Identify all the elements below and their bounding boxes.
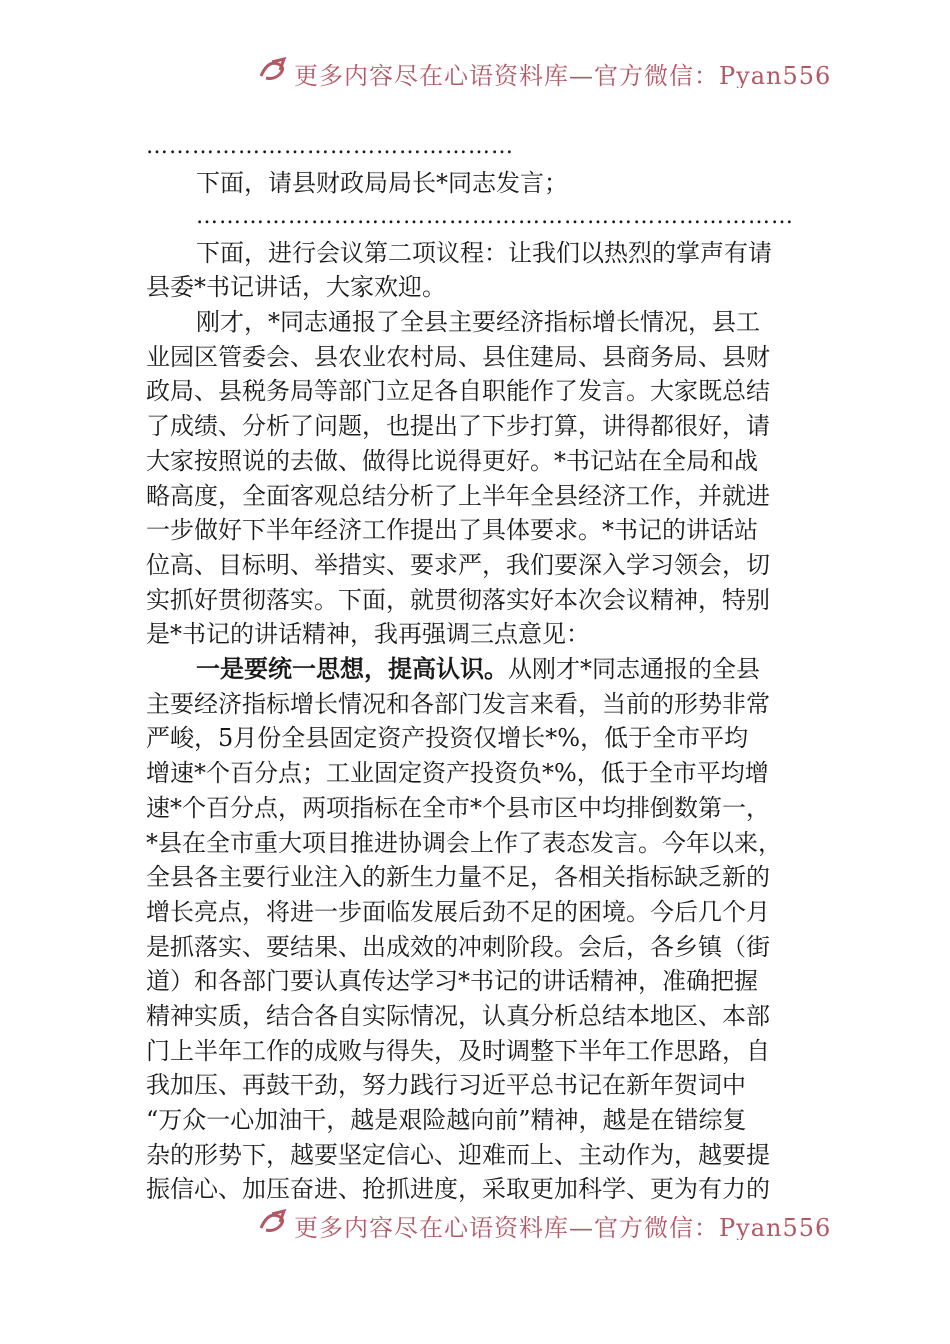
paragraph-text: 从刚才*同志通报的全县 <box>508 655 760 683</box>
paragraph-line: 严峻，5月份全县固定资产投资仅增长*%，低于全市平均 <box>146 724 749 752</box>
paragraph-line: 道）和各部门要认真传达学习*书记的讲话精神，准确把握 <box>146 967 758 995</box>
watermark-text: 更多内容尽在心语资料库—官方微信：Pyan556 <box>294 62 832 88</box>
paragraph-line: 政局、县税务局等部门立足各自职能作了发言。大家既总结 <box>146 377 770 405</box>
paragraph-line: 下面，进行会议第二项议程：让我们以热烈的掌声有请 <box>196 239 772 267</box>
paragraph-line: 速*个百分点，两项指标在全市*个县市区中均排倒数第一， <box>146 794 770 822</box>
paragraph-line: 门上半年工作的成败与得失，及时调整下半年工作思路，自 <box>146 1037 770 1065</box>
speaker-intro-line: 下面，请县财政局局长*同志发言； <box>196 169 568 197</box>
paragraph-line: 杂的形势下，越要坚定信心、迎难而上、主动作为，越要提 <box>146 1141 770 1169</box>
watermark-text: 更多内容尽在心语资料库—官方微信：Pyan556 <box>294 1214 832 1240</box>
section-heading: 一是要统一思想，提高认识。 <box>196 654 508 683</box>
paragraph-line: “万众一心加油干，越是艰险越向前”精神，越是在错综复 <box>146 1106 747 1134</box>
paragraph-line: 增速*个百分点；工业固定资产投资负*%，低于全市平均增 <box>146 759 769 787</box>
paragraph-line: 业园区管委会、县农业农村局、县住建局、县商务局、县财 <box>146 343 770 371</box>
brand-logo-icon <box>258 56 292 82</box>
ellipsis-line: …………………………………………………………………… <box>196 204 794 229</box>
paragraph-line: 一步做好下半年经济工作提出了具体要求。*书记的讲话站 <box>146 516 758 544</box>
paragraph-line: 我加压、再鼓干劲，努力践行习近平总书记在新年贺词中 <box>146 1071 746 1099</box>
paragraph-line: 主要经济指标增长情况和各部门发言来看，当前的形势非常 <box>146 690 770 718</box>
paragraph-line: 大家按照说的去做、做得比说得更好。*书记站在全局和战 <box>146 447 758 475</box>
paragraph-line <box>196 652 760 686</box>
paragraph-line: 了成绩、分析了问题，也提出了下步打算，讲得都很好，请 <box>146 412 770 440</box>
paragraph-line: 精神实质，结合各自实际情况，认真分析总结本地区、本部 <box>146 1002 770 1030</box>
brand-logo-icon <box>258 1208 292 1234</box>
paragraph-line: 是*书记的讲话精神，我再强调三点意见： <box>146 620 590 648</box>
paragraph-line: 县委*书记讲话，大家欢迎。 <box>146 273 446 301</box>
paragraph-line: 位高、目标明、举措实、要求严，我们要深入学习领会，切 <box>146 551 770 579</box>
watermark-footer <box>258 1208 831 1240</box>
paragraph-line: 刚才，*同志通报了全县主要经济指标增长情况，县工 <box>196 308 760 336</box>
paragraph-line: *县在全市重大项目推进协调会上作了表态发言。今年以来， <box>146 829 782 857</box>
watermark-header <box>258 56 831 88</box>
paragraph-line: 略高度，全面客观总结分析了上半年全县经济工作，并就进 <box>146 482 770 510</box>
paragraph-line: 是抓落实、要结果、出成效的冲刺阶段。会后，各乡镇（街 <box>146 933 770 961</box>
ellipsis-line: ………………………………………… <box>146 134 514 159</box>
paragraph-line: 振信心、加压奋进、抢抓进度，采取更加科学、更为有力的 <box>146 1175 770 1203</box>
paragraph-line: 全县各主要行业注入的新生力量不足，各相关指标缺乏新的 <box>146 863 770 891</box>
paragraph-line: 实抓好贯彻落实。下面，就贯彻落实好本次会议精神，特别 <box>146 586 770 614</box>
paragraph-line: 增长亮点，将进一步面临发展后劲不足的困境。今后几个月 <box>146 898 770 926</box>
